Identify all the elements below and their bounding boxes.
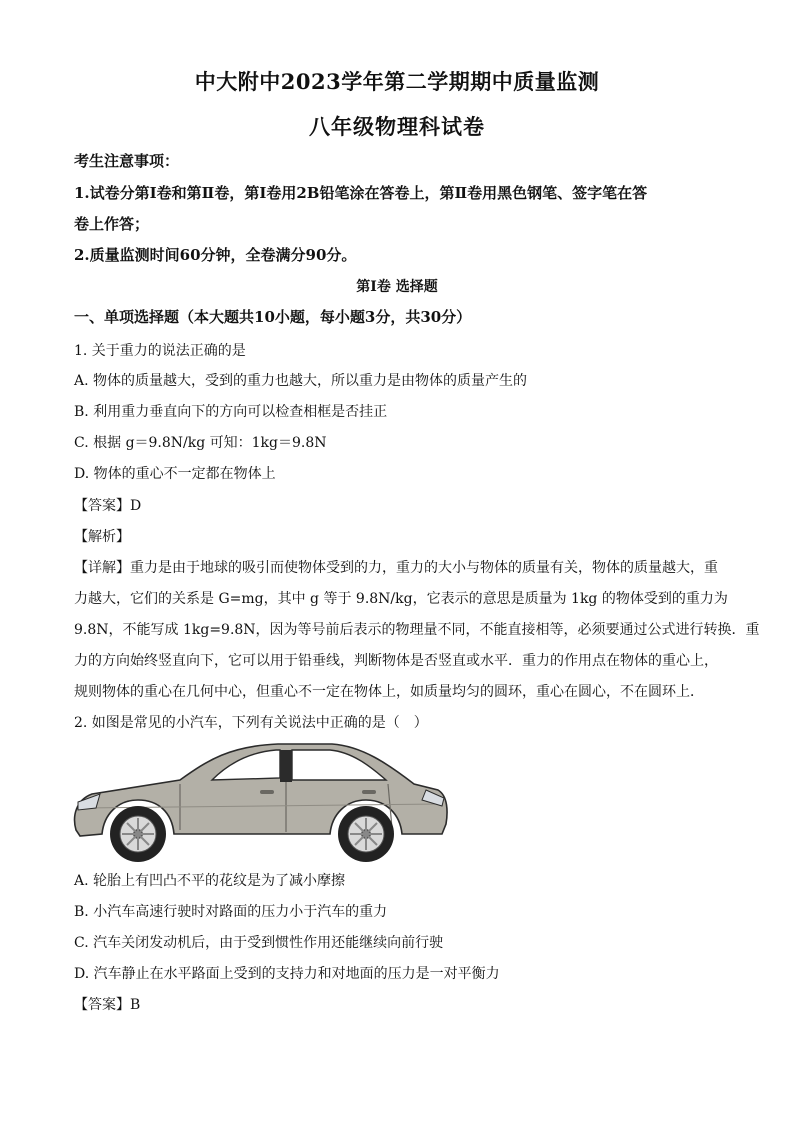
note-1-line-b: 卷上作答； bbox=[74, 215, 150, 233]
question-1-option-c: C. 根据 g＝9.8N/kg 可知：1kg＝9.8N bbox=[74, 435, 327, 451]
section-title: 第Ⅰ卷 选择题 bbox=[356, 279, 438, 295]
detail-line-2: 力越大，它们的关系是 G=mg，其中 g 等于 9.8N/kg，它表示的意思是质量为 1kg 的物体受到的重力为 bbox=[74, 591, 728, 607]
question-1-option-a: A. 物体的质量越大，受到的重力也越大，所以重力是由物体的质量产生的 bbox=[74, 373, 528, 389]
rear-wheel bbox=[110, 806, 166, 862]
question-2-option-b: B. 小汽车高速行驶时对路面的压力小于汽车的重力 bbox=[74, 904, 388, 920]
question-2-stem: 2. 如图是常见的小汽车，下列有关说法中正确的是（ ） bbox=[74, 715, 428, 731]
question-2-option-d: D. 汽车静止在水平路面上受到的支持力和对地面的压力是一对平衡力 bbox=[74, 966, 500, 982]
door-handle-front bbox=[362, 790, 376, 794]
door-handle-rear bbox=[260, 790, 274, 794]
detail-line-1: 【详解】重力是由于地球的吸引而使物体受到的力，重力的大小与物体的质量有关，物体的质量越大，重 bbox=[74, 560, 718, 576]
note-2: 2.质量监测时间60分钟，全卷满分90分。 bbox=[74, 246, 357, 264]
car-illustration bbox=[70, 738, 450, 862]
detail-line-5: 规则物体的重心在几何中心，但重心不一定在物体上，如质量均匀的圆环，重心在圆心，不在圆环上． bbox=[74, 684, 704, 700]
exam-subtitle: 八年级物理科试卷 bbox=[309, 114, 485, 139]
notes-heading: 考生注意事项： bbox=[74, 152, 180, 170]
answer-value: B bbox=[130, 997, 141, 1013]
question-1-analysis-label: 【解析】 bbox=[74, 529, 130, 545]
answer-value: D bbox=[130, 498, 142, 514]
question-1-option-b: B. 利用重力垂直向下的方向可以检查相框是否挂正 bbox=[74, 404, 388, 420]
front-wheel bbox=[338, 806, 394, 862]
car-b-pillar bbox=[280, 750, 292, 782]
exam-title: 中大附中2023学年第二学期期中质量监测 bbox=[194, 69, 600, 94]
question-2-answer bbox=[74, 994, 140, 1014]
question-2-option-c: C. 汽车关闭发动机后，由于受到惯性作用还能继续向前行驶 bbox=[74, 935, 444, 951]
answer-label: 【答案】 bbox=[74, 498, 130, 514]
question-1-option-d: D. 物体的重心不一定都在物体上 bbox=[74, 466, 276, 482]
detail-line-4: 力的方向始终竖直向下，它可以用于铅垂线，判断物体是否竖直或水平．重力的作用点在物体的重心上， bbox=[74, 653, 718, 669]
part-title: 一、单项选择题（本大题共10小题，每小题3分，共30分） bbox=[74, 308, 472, 326]
question-1-answer bbox=[74, 495, 141, 515]
question-2-option-a: A. 轮胎上有凹凸不平的花纹是为了减小摩擦 bbox=[74, 873, 346, 889]
detail-line-3: 9.8N，不能写成 1kg=9.8N，因为等号前后表示的物理量不同，不能直接相等，必须要通过公式进行转换．重 bbox=[74, 622, 760, 638]
question-1-stem: 1. 关于重力的说法正确的是 bbox=[74, 343, 246, 359]
answer-label: 【答案】 bbox=[74, 997, 130, 1013]
note-1-line-a: 1.试卷分第Ⅰ卷和第Ⅱ卷，第Ⅰ卷用2B铅笔涂在答卷上，第Ⅱ卷用黑色钢笔、签字笔在答 bbox=[74, 184, 648, 202]
